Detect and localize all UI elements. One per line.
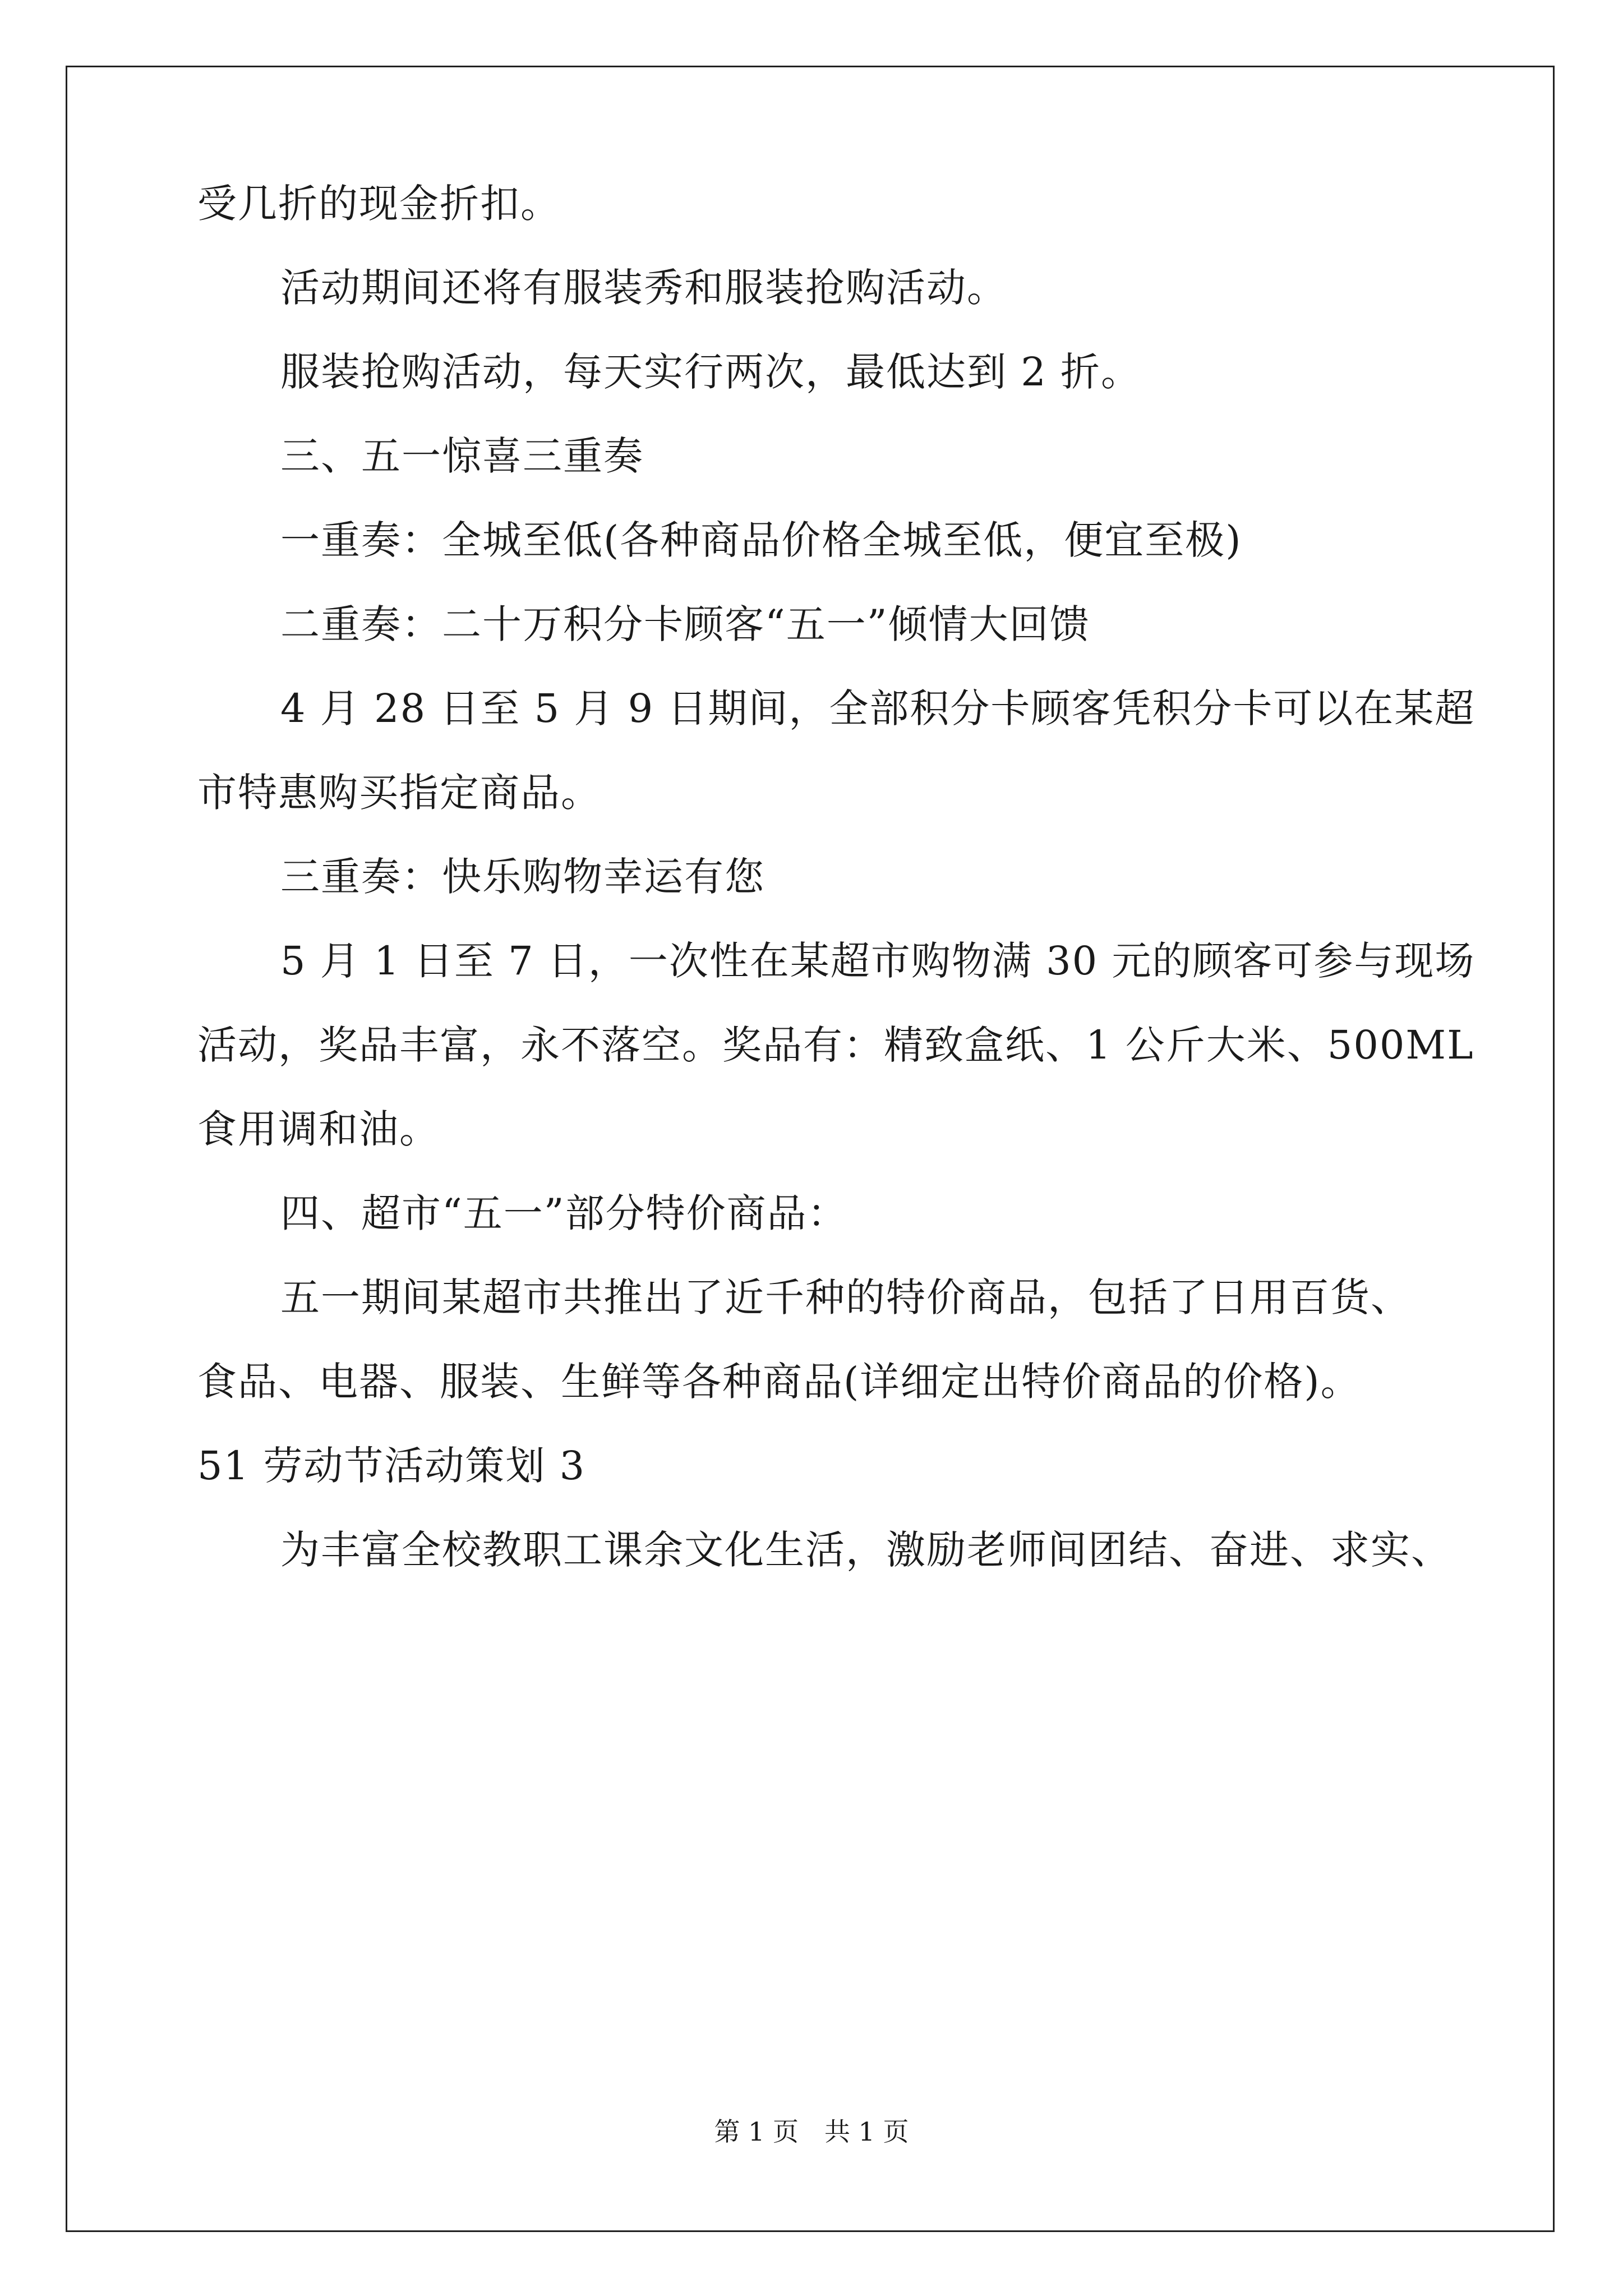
text-line: 食品、电器、服装、生鲜等各种商品(详细定出特价商品的价格)。 [197, 1359, 1361, 1405]
text-line: 活动，奖品丰富，永不落空。奖品有：精致盒纸、1 公斤大米、500ML [197, 1022, 1474, 1068]
text-line: 受几折的现金折扣。 [197, 181, 561, 227]
text-line: 为丰富全校教职工课余文化生活，激励老师间团结、奋进、求实、 [280, 1527, 1451, 1573]
text-line: 服装抢购活动，每天实行两次，最低达到 2 折。 [280, 349, 1142, 395]
text-line: 二重奏：二十万积分卡顾客“五一”倾情大回馈 [280, 601, 1090, 647]
text-line: 三重奏：快乐购物幸运有您 [280, 854, 765, 900]
text-line: 市特惠购买指定商品。 [197, 770, 601, 816]
text-line: 食用调和油。 [197, 1106, 440, 1152]
text-line: 五一期间某超市共推出了近千种的特价商品，包括了日用百货、 [280, 1274, 1411, 1320]
section-heading: 三、五一惊喜三重奏 [280, 433, 644, 479]
document-title: 51 劳动节活动策划 3 [197, 1443, 586, 1489]
text-line: 4 月 28 日至 5 月 9 日期间，全部积分卡顾客凭积分卡可以在某超 [280, 685, 1476, 731]
section-heading: 四、超市“五一”部分特价商品： [280, 1190, 848, 1236]
page-footer: 第 1 页 共 1 页 [714, 2116, 909, 2147]
text-line: 活动期间还将有服装秀和服装抢购活动。 [280, 265, 1007, 311]
text-line: 5 月 1 日至 7 日，一次性在某超市购物满 30 元的顾客可参与现场 [280, 938, 1476, 984]
text-line: 一重奏：全城至低(各种商品价格全城至低，便宜至极) [280, 517, 1242, 563]
